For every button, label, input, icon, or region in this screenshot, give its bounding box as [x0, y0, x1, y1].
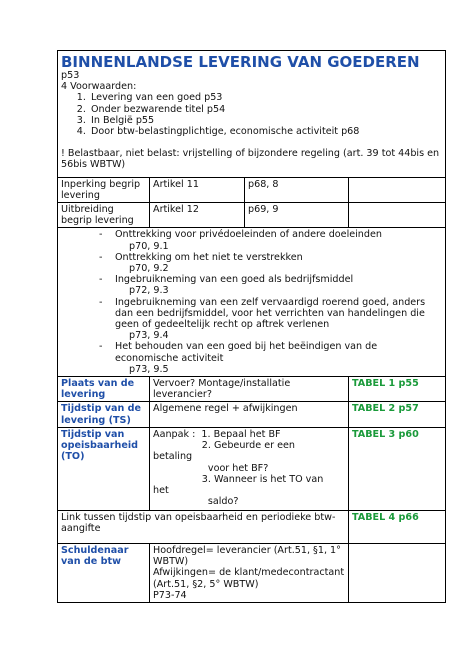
row-pages: p69, 9 — [245, 203, 349, 228]
table-ref: TABEL 2 p57 — [349, 402, 446, 427]
row-text: Algemene regel + afwijkingen — [150, 402, 349, 427]
list-item: - Het behouden van een goed bij het beëindigen van de economische activiteit p73, 9.5 — [115, 341, 442, 375]
condition-item: 3. In België p55 — [89, 115, 442, 126]
row-pages: p68, 8 — [245, 177, 349, 202]
intro-page-ref: p53 — [61, 70, 80, 81]
table-ref: TABEL 4 p66 — [349, 510, 446, 543]
list-item: - Onttrekking voor privédoeleinden of andere doeleinden p70, 9.1 — [115, 229, 442, 251]
extensions-row — [58, 228, 446, 377]
page-ref: p73, 9.4 — [129, 330, 169, 342]
row-label: Uitbreiding begrip levering — [58, 203, 150, 228]
row-label: Tijdstip van opeisbaarheid (TO) — [58, 427, 150, 510]
page-title: BINNENLANDSE LEVERING VAN GOEDEREN — [61, 53, 420, 71]
row-text: Aanpak : 1. Bepaal het BF 2. Gebeurde er een betaling voor het BF? 3. Wanneer is het TO van het saldo? — [150, 427, 349, 510]
condition-item: 1. Levering van een goed p53 — [89, 92, 442, 103]
row-label: Plaats van de levering — [58, 377, 150, 402]
table-ref: TABEL 3 p60 — [349, 427, 446, 510]
table-row — [58, 427, 446, 510]
document-page — [57, 50, 445, 603]
row-article: Artikel 12 — [150, 203, 245, 228]
extensions-list — [61, 229, 442, 375]
page-ref: p73, 9.5 — [129, 363, 169, 375]
main-rule: Hoofdregel= leverancier (Art.51, §1, 1° WBTW) — [153, 544, 341, 568]
table-row — [58, 177, 446, 202]
page-ref: p72, 9.3 — [129, 285, 169, 297]
conditions-list — [61, 92, 442, 137]
table-row — [58, 543, 446, 602]
table-row — [58, 510, 446, 543]
table-ref: TABEL 1 p55 — [349, 377, 446, 402]
list-item: - Onttrekking om het niet te verstrekken p70, 9.2 — [115, 252, 442, 274]
conditions-label: 4 Voorwaarden: — [61, 81, 137, 93]
list-item: - Ingebruikneming van een zelf vervaardigd roerend goed, anders dan een bedrijfsmiddel, voor het verrichten van handelingen die geen of gedeeltelijk recht op aftrek verlenen p73, 9.4 — [115, 297, 442, 342]
row-text: Vervoer? Montage/installatie leverancier? — [150, 377, 349, 402]
page-ref: P73-74 — [153, 589, 187, 601]
list-item: - Ingebruikneming van een goed als bedrijfsmiddel p72, 9.3 — [115, 274, 442, 296]
condition-item: 4. Door btw-belastingplichtige, economische activiteit p68 — [89, 126, 442, 137]
row-article: Artikel 11 — [150, 177, 245, 202]
exceptions: Afwijkingen= de klant/medecontractant (Art.51, §2, 5° WBTW) — [153, 567, 345, 590]
summary-table — [57, 50, 446, 603]
row-label: Schuldenaar van de btw — [58, 543, 150, 602]
table-row — [58, 203, 446, 228]
table-row — [58, 377, 446, 402]
page-ref: p70, 9.2 — [129, 263, 169, 275]
condition-item: 2. Onder bezwarende titel p54 — [89, 104, 442, 115]
table-row — [58, 402, 446, 427]
exemption-note: ! Belastbaar, niet belast: vrijstelling of bijzondere regeling (art. 39 tot 44bis en 56bis WBTW) — [61, 148, 440, 171]
row-label: Tijdstip van de levering (TS) — [58, 402, 150, 427]
row-label: Inperking begrip levering — [58, 177, 150, 202]
page-ref: p70, 9.1 — [129, 240, 169, 252]
intro-row — [58, 51, 446, 178]
row-text: Link tussen tijdstip van opeisbaarheid en periodieke btw-aangifte — [58, 510, 349, 543]
